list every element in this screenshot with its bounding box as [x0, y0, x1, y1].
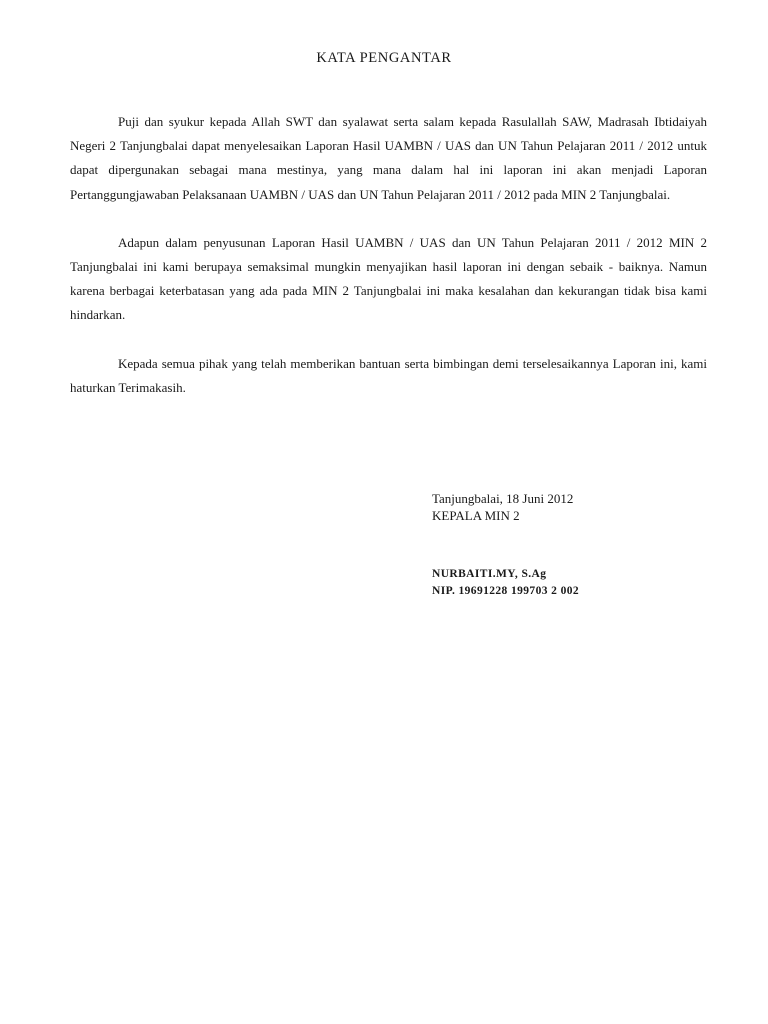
- paragraph-2: Adapun dalam penyusunan Laporan Hasil UAMBN / UAS dan UN Tahun Pelajaran 2011 / 2012 MIN 2 Tanjungbalai ini kami berupaya semaksimal mungkin menyajikan hasil laporan ini dengan sebaik - baiknya. Namun karena berbagai keterbatasan yang ada pada MIN 2 Tanjungbalai ini maka kesalahan dan kekurangan tidak bisa kami hindarkan.: [70, 234, 707, 323]
- page-title: KATA PENGANTAR: [316, 50, 452, 66]
- signature-name: NURBAITI.MY, S.Ag: [432, 568, 547, 580]
- paragraph-1: Puji dan syukur kepada Allah SWT dan syalawat serta salam kepada Rasulallah SAW, Madrasah Ibtidaiyah Negeri 2 Tanjungbalai dapat menyelesaikan Laporan Hasil UAMBN / UAS dan UN Tahun Pelajaran 2011 / 2012 untuk dapat dipergunakan sebagai mana mestinya, yang mana dalam hal ini laporan ini akan menjadi Laporan Pertanggungjawaban Pelaksanaan UAMBN / UAS dan UN Tahun Pelajaran 2011 / 2012 pada MIN 2 Tanjungbalai.: [70, 114, 707, 202]
- signature-nip: NIP. 19691228 199703 2 002: [432, 585, 580, 597]
- signature-position: KEPALA MIN 2: [432, 508, 520, 523]
- signature-block: [432, 490, 579, 600]
- paragraph-3: Kepada semua pihak yang telah memberikan bantuan serta bimbingan demi terselesaikannya Laporan ini, kami haturkan Terimakasih.: [70, 355, 707, 395]
- signature-place-date: Tanjungbalai, 18 Juni 2012: [432, 491, 574, 506]
- document-body: [70, 110, 707, 424]
